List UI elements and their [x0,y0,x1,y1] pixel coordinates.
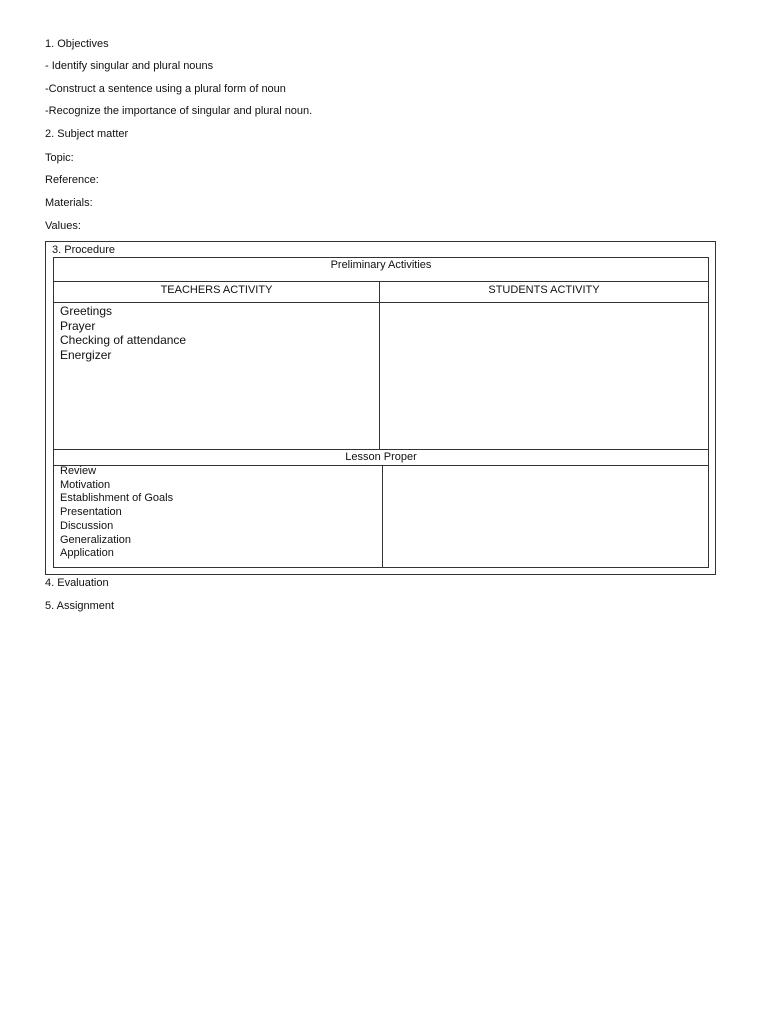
topic-field: Topic: [45,152,74,164]
preliminary-activities-list [60,304,186,363]
procedure-table [53,257,709,568]
list-item: Application [60,547,114,560]
list-item: Discussion [60,519,114,532]
materials-field: Materials: [45,197,93,209]
procedure-heading: 3. Procedure [52,244,115,256]
list-item: Greetings [60,304,113,318]
column-divider [382,465,383,567]
divider [54,302,708,303]
list-item: Presentation [60,506,122,519]
assignment-heading: 5. Assignment [45,600,115,612]
objective-item: - Identify singular and plural nouns [45,60,214,72]
objectives-heading: 1. Objectives [45,38,109,50]
list-item: Establishment of Goals [60,492,174,505]
teachers-activity-header: TEACHERS ACTIVITY [160,284,273,296]
objective-item: -Recognize the importance of singular and plural noun. [45,105,313,117]
objective-item: -Construct a sentence using a plural form of noun [45,83,286,95]
lesson-proper-list [60,465,173,561]
students-activity-header: STUDENTS ACTIVITY [488,284,600,296]
divider [54,281,708,282]
list-item: Energizer [60,348,112,363]
list-item: Review [60,465,97,477]
subject-matter-heading: 2. Subject matter [45,128,129,140]
reference-field: Reference: [45,174,99,186]
values-field: Values: [45,220,81,232]
lesson-proper-title: Lesson Proper [345,451,417,463]
list-item: Checking of attendance [60,333,187,348]
evaluation-heading: 4. Evaluation [45,577,109,589]
list-item: Generalization [60,533,131,546]
procedure-box [45,241,716,575]
preliminary-activities-title: Preliminary Activities [330,259,432,271]
column-divider [379,281,380,449]
list-item: Motivation [60,478,111,491]
list-item: Prayer [60,318,96,333]
